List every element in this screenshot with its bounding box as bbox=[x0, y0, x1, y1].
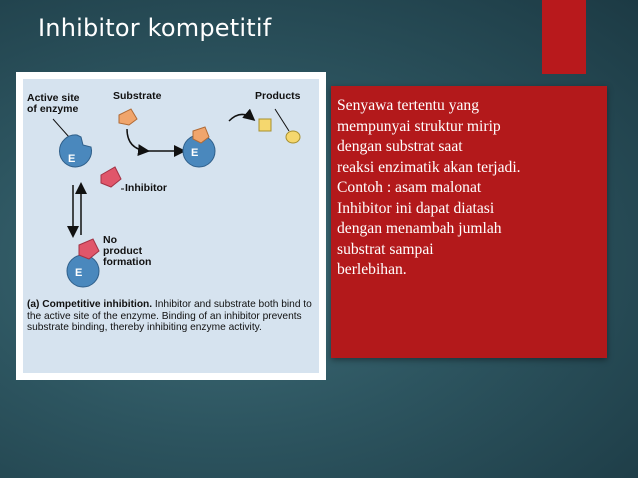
products-label: Products bbox=[255, 90, 301, 102]
substrate-label: Substrate bbox=[113, 90, 162, 102]
enzyme-substrate-complex-icon bbox=[183, 127, 215, 167]
active-site-label-text: Active site of enzyme bbox=[27, 92, 80, 115]
slide-title: Inhibitor kompetitif bbox=[38, 14, 272, 42]
enzyme-icon bbox=[59, 135, 91, 167]
product-circle-icon bbox=[286, 131, 300, 143]
caption-marker: (a) bbox=[27, 299, 40, 310]
explanation-line: mempunyai struktur mirip bbox=[337, 117, 501, 135]
product-release-arrow bbox=[229, 114, 253, 121]
explanation-line: Contoh : asam malonat bbox=[337, 179, 482, 196]
inhibitor-icon bbox=[101, 167, 121, 187]
explanation-line: Inhibitor ini dapat diatasi bbox=[337, 199, 495, 217]
explanation-line: dengan menambah jumlah bbox=[337, 220, 502, 237]
svg-text:E: E bbox=[191, 147, 199, 159]
inhibitor-label: Inhibitor bbox=[125, 182, 167, 194]
caption-title: Competitive inhibition. bbox=[42, 299, 153, 310]
caption-text: Inhibitor and substrate both bind to the active site of the enzyme. Binding of an inhibitor prevents substrate binding, thereby inhibiting enzyme activity. bbox=[27, 299, 312, 334]
figure-caption bbox=[27, 299, 317, 334]
figure-panel bbox=[16, 72, 326, 380]
product-square-icon bbox=[259, 119, 271, 131]
explanation-line: berlebihan. bbox=[337, 261, 407, 278]
svg-text:E: E bbox=[68, 153, 76, 165]
explanation-line: substrat sampai bbox=[337, 240, 434, 258]
competitive-inhibition-figure bbox=[23, 79, 319, 373]
explanation-line: Senyawa tertentu yang bbox=[337, 97, 480, 114]
substrate-icon bbox=[119, 109, 137, 125]
active-site-pointer bbox=[53, 119, 69, 137]
explanation-line: dengan substrat saat bbox=[337, 138, 463, 155]
svg-text:E: E bbox=[75, 267, 83, 279]
explanation-text bbox=[337, 96, 521, 281]
accent-bar bbox=[542, 0, 586, 74]
no-product-label-text: No product formation bbox=[103, 234, 152, 268]
explanation-line: reaksi enzimatik akan terjadi. bbox=[337, 158, 521, 176]
inhibition-diagram bbox=[23, 79, 319, 299]
explanation-box bbox=[331, 86, 607, 358]
binding-arrow bbox=[127, 129, 147, 151]
enzyme-inhibitor-complex-icon bbox=[67, 239, 99, 287]
